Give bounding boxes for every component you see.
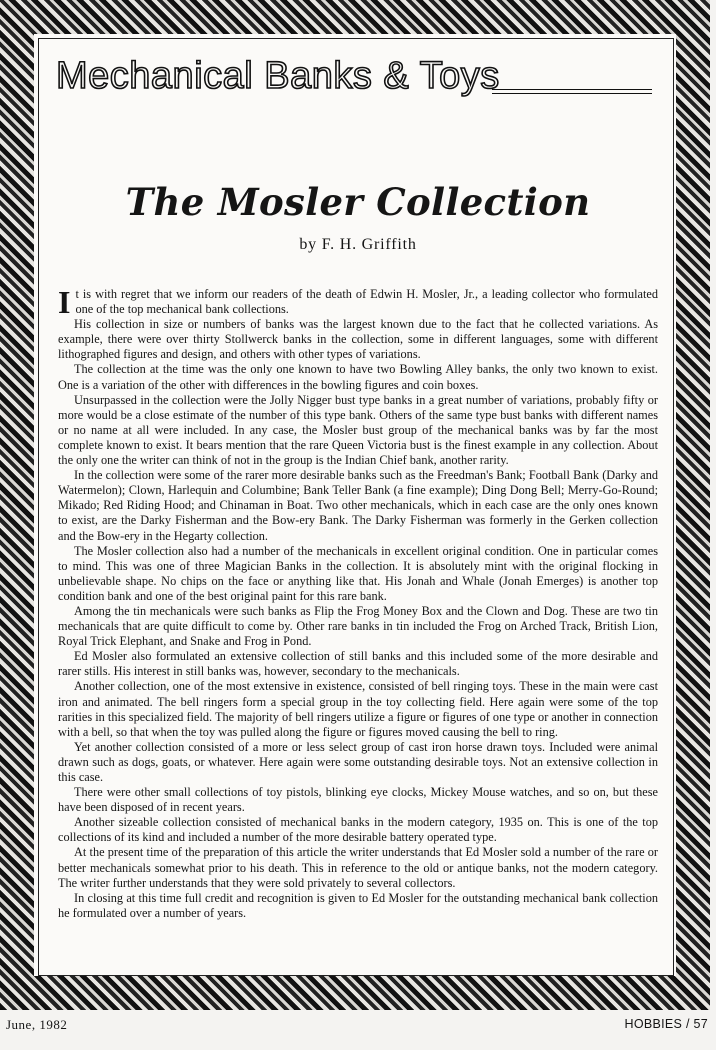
paragraph: At the present time of the preparation of this article the writer understands that Ed Mosler sold a number of the rare or better mechanicals somewhat prior to his death. This in reference to the old or antique banks, not the modern category. The writer further understands that they were sold privately to several collectors. (58, 845, 658, 890)
paragraph: There were other small collections of toy pistols, blinking eye clocks, Mickey Mouse watches, and so on, but these have been disposed of in recent years. (58, 785, 658, 815)
paragraph: Yet another collection consisted of a more or less select group of cast iron horse drawn toys. Included were animal drawn such as dogs, goats, or whatever. Here again were some outstanding desirable toys. Not an extensive collection in this case. (58, 739, 658, 784)
paragraph: The Mosler collection also had a number of the mechanicals in excellent original condition. One in particular comes to mind. This was one of three Magician Banks in the collection. It is absolutely mint with the original flocking in unbelievable shape. No chips on the face or anything like that. His Jonah and Whale (Jonah Emerges) is another top condition bank and one of the best original paint for this rare bank. (58, 543, 658, 603)
paragraph: Ed Mosler also formulated an extensive collection of still banks and this included some of the more desirable and rarer stills. His interest in still banks was, however, secondary to the mechanicals. (58, 649, 658, 679)
article-byline: by F. H. Griffith (299, 236, 417, 253)
paragraph: Another sizeable collection consisted of mechanical banks in the modern category, 1935 on. This is one of the top collections of its kind and included a number of the more desirable battery operated type. (58, 815, 658, 845)
drop-cap: I (58, 284, 71, 320)
paragraph: His collection in size or numbers of banks was the largest known due to the fact that he collected variations. As example, there were over thirty Stollwerck banks in the collection, some in different languages, some with different lithographed figures and design, and others with other types of variations. (58, 317, 658, 362)
article-title: The Mosler Collection (125, 180, 591, 224)
section-title: Mechanical Banks & Toys (56, 55, 500, 97)
footer-page-number: HOBBIES / 57 (624, 1017, 708, 1031)
header-rule (492, 89, 652, 94)
paragraph: In closing at this time full credit and recognition is given to Ed Mosler for the outstanding mechanical bank collection he formulated over a number of years. (58, 890, 658, 920)
paragraph: The collection at the time was the only one known to have two Bowling Alley banks, the only two known to exist. One is a variation of the other with differences in the bowling figures and coin boxes. (58, 362, 658, 392)
paragraph: It is with regret that we inform our readers of the death of Edwin H. Mosler, Jr., a leading collector who formulated one of the top mechanical bank collections. (58, 284, 658, 320)
paragraph: Unsurpassed in the collection were the Jolly Nigger bust type banks in a great number of variations, probably fifty or more would be a close estimate of the number of this type bank. Others of the same type bust banks with different names or no name at all were included. In any case, the Mosler bust group of the mechanical banks was by far the most complete known to exist. It bears mention that the rare Queen Victoria bust is the finest example in any collection. About the only one the writer can think of not in the group is the Indian Chief bank, another rarity. (58, 392, 658, 468)
paragraph: Another collection, one of the most extensive in existence, consisted of bell ringing toys. These in the main were cast iron and animated. The bell ringers form a special group in the toy collecting field. Here again were some of the top rarities in this specialized field. The majority of bell ringers utilize a figure or figures of one type or another in connection with a bell, so that when the toy was pulled along the figure or figures moved causing the bell to ring. (58, 679, 658, 739)
footer-date: June, 1982 (6, 1017, 68, 1032)
article-body (58, 284, 658, 921)
paragraph: Among the tin mechanicals were such banks as Flip the Frog Money Box and the Clown and Dog. These are two tin mechanicals that are quite difficult to come by. Other rare banks in tin included the Frog on Arched Track, British Lion, Royal Trick Elephant, and Snake and Frog in Pond. (58, 603, 658, 649)
paragraph: In the collection were some of the rarer more desirable banks such as the Freedman's Bank; Football Bank (Darky and Watermelon); Clown, Harlequin and Columbine; Bank Teller Bank (a fine example); Ding Dong Bell; Merry-Go-Round; Mikado; Red Riding Hood; and Chinaman in Boat. Two other mechanicals, which in each case are the only ones known to exist, are the Darky Fisherman and the Bow-ery Bank. The Darky Fisherman was formerly in the Gerken collection and the Bow-ery in the Hegarty collection. (58, 468, 658, 543)
section-header (56, 56, 656, 98)
